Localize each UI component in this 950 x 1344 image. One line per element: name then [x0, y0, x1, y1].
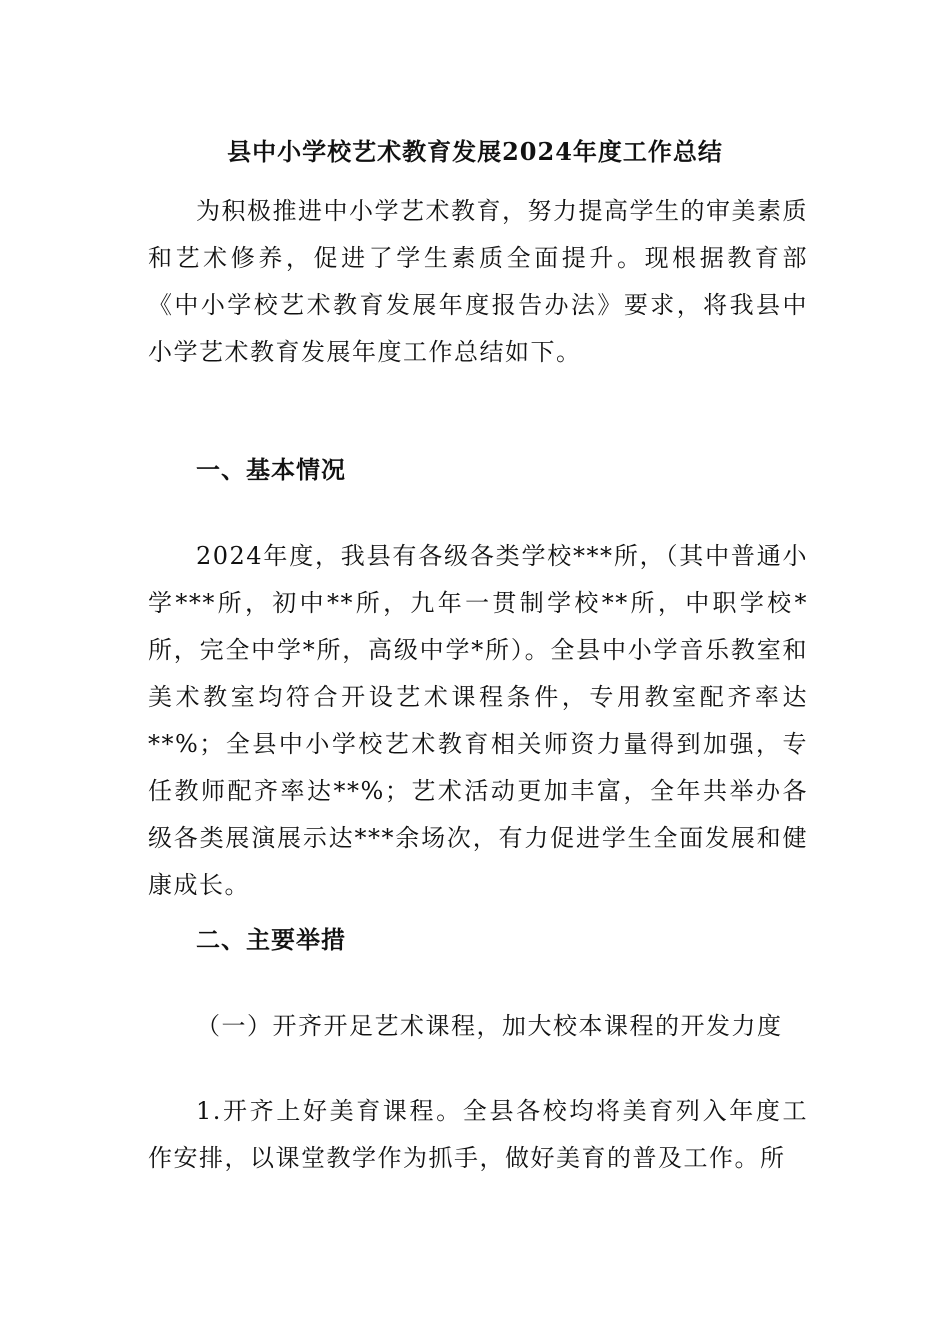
basic-situation-paragraph: 2024年度，我县有各级各类学校***所，（其中普通小学***所，初中**所，九年一贯制学校**所，中职学校*所，完全中学*所，高级中学*所）。全县中小学音乐教室和美术教室均符合开设艺术课程条件，专用教室配齐率达**%；全县中小学校艺术教育相关师资力量得到加强，专任教师配齐率达**%；艺术活动更加丰富，全年共举办各级各类展演展示达***余场次，有力促进学生全面发展和健康成长。 [148, 542, 808, 899]
section-heading-basic-situation: 一、基本情况 [196, 455, 346, 484]
intro-paragraph: 为积极推进中小学艺术教育，努力提高学生的审美素质和艺术修养，促进了学生素质全面提升。现根据教育部《中小学校艺术教育发展年度报告办法》要求，将我县中小学艺术教育发展年度工作总结如下。 [148, 197, 808, 366]
document-title: 县中小学校艺术教育发展2024年度工作总结 [227, 137, 723, 166]
measure-item-1-paragraph: 1.开齐上好美育课程。全县各校均将美育列入年度工作安排，以课堂教学作为抓手，做好美育的普及工作。所 [148, 1097, 808, 1172]
subsection-heading-art-courses: （一）开齐开足艺术课程，加大校本课程的开发力度 [196, 1012, 783, 1040]
section-heading-main-measures: 二、主要举措 [196, 925, 346, 954]
